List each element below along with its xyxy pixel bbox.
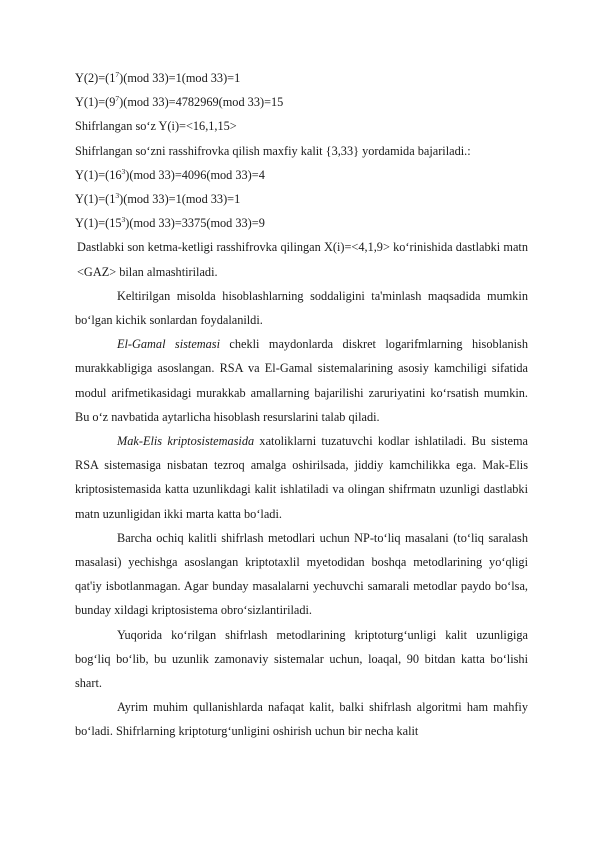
paragraph-np-complete: Barcha ochiq kalitli shifrlash metodlari uchun NP-to‘liq masalani (to‘liq saralash masalasi) yechishga asoslangan kriptotaxlil myetodidan boshqa metodlarining yo‘qligi qat'iy isbotlanmagan. Agar bunday masalalarni yechuvchi samarali metodlar paydo bo‘lsa, bunday xildagi kriptosistema obro‘sizlantiriladi. [75, 530, 528, 618]
equation-rest: )(mod 33)=1(mod 33)=1 [119, 192, 241, 207]
equation-line [75, 187, 528, 211]
paragraph-decryption-result: Dastlabki son ketma-ketligi rasshifrovka qilingan X(i)=<4,1,9> ko‘rinishida dastlabki matn <GAZ> bilan almashtiriladi. [77, 240, 528, 279]
equation-exponent: 7 [115, 94, 120, 104]
equation-exponent: 3 [115, 191, 120, 201]
equation-line [75, 66, 528, 90]
equation-exponent: 3 [121, 166, 126, 176]
equation-rest: )(mod 33)=1(mod 33)=1 [119, 71, 241, 85]
equation-line [75, 90, 528, 114]
paragraph-mak-elis [75, 429, 528, 526]
equation-rest: )(mod 33)=3375(mod 33)=9 [125, 216, 265, 231]
equation-base: Y(2)=(1 [75, 71, 116, 85]
el-gamal-term: El-Gamal sistemasi [117, 337, 221, 352]
equation-base: Y(1)=(9 [75, 95, 116, 110]
paragraph-text: chekli maydonlarda diskret logarifmlarning hisoblanish murakkabligiga asoslangan. RSA va El-Gamal sistemalarining asosiy kamchiligi sifatida modul arifmetikasidagi murakkab amallarning bajarilishi zaruriyatini ko‘rsatish mumkin. Bu o‘z navbatida aytarlicha hisoblash resurslarini talab qiladi. [75, 337, 528, 424]
equation-line [75, 211, 528, 235]
equation-base: Y(1)=(15 [75, 216, 122, 231]
equation-exponent: 3 [121, 215, 126, 225]
equation-base: Y(1)=(1 [75, 192, 116, 207]
encrypted-word-line: Shifrlangan so‘z Y(i)=<16,1,15> [75, 119, 237, 134]
paragraph-text: xatoliklarni tuzatuvchi kodlar ishlatiladi. Bu sistema RSA sistemasiga nisbatan tezroq amalga oshirilsada, jiddiy kamchilikka ega. Mak-Elis kriptosistemasida katta uzunlikdagi kalit ishlatiladi va olingan shifrmatn uzunligi dastlabki matn uzunligidan ikki marta katta bo‘ladi. [75, 434, 528, 521]
document-page [75, 66, 528, 744]
paragraph-el-gamal [75, 332, 528, 429]
equation-rest: )(mod 33)=4782969(mod 33)=15 [119, 95, 284, 110]
mak-elis-term: Mak-Elis kriptosistemasida [117, 434, 255, 449]
equation-exponent: 7 [115, 70, 120, 79]
equation-line [75, 163, 528, 187]
paragraph-small-numbers: Keltirilgan misolda hisoblashlarning soddaligini ta'minlash maqsadida mumkin bo‘lgan kichik sonlardan foydalanildi. [75, 288, 528, 328]
equation-rest: )(mod 33)=4096(mod 33)=4 [125, 167, 265, 182]
equation-base: Y(1)=(16 [75, 167, 122, 182]
decrypt-intro-line: Shifrlangan so‘zni rasshifrovka qilish maxfiy kalit {3,33} yordamida bajariladi.: [75, 143, 471, 158]
paragraph-secret-algorithm: Ayrim muhim qullanishlarda nafaqat kalit, balki shifrlash algoritmi ham mahfiy bo‘ladi. Shifrlarning kriptoturg‘unligini oshirish uchun bir necha kalit [75, 700, 528, 739]
paragraph-key-length: Yuqorida ko‘rilgan shifrlash metodlarining kriptoturg‘unligi kalit uzunligiga bog‘liq bo‘lib, bu uzunlik zamonaviy sistemalar uchun, loaqal, 90 bitdan katta bo‘lishi shart. [75, 627, 528, 691]
